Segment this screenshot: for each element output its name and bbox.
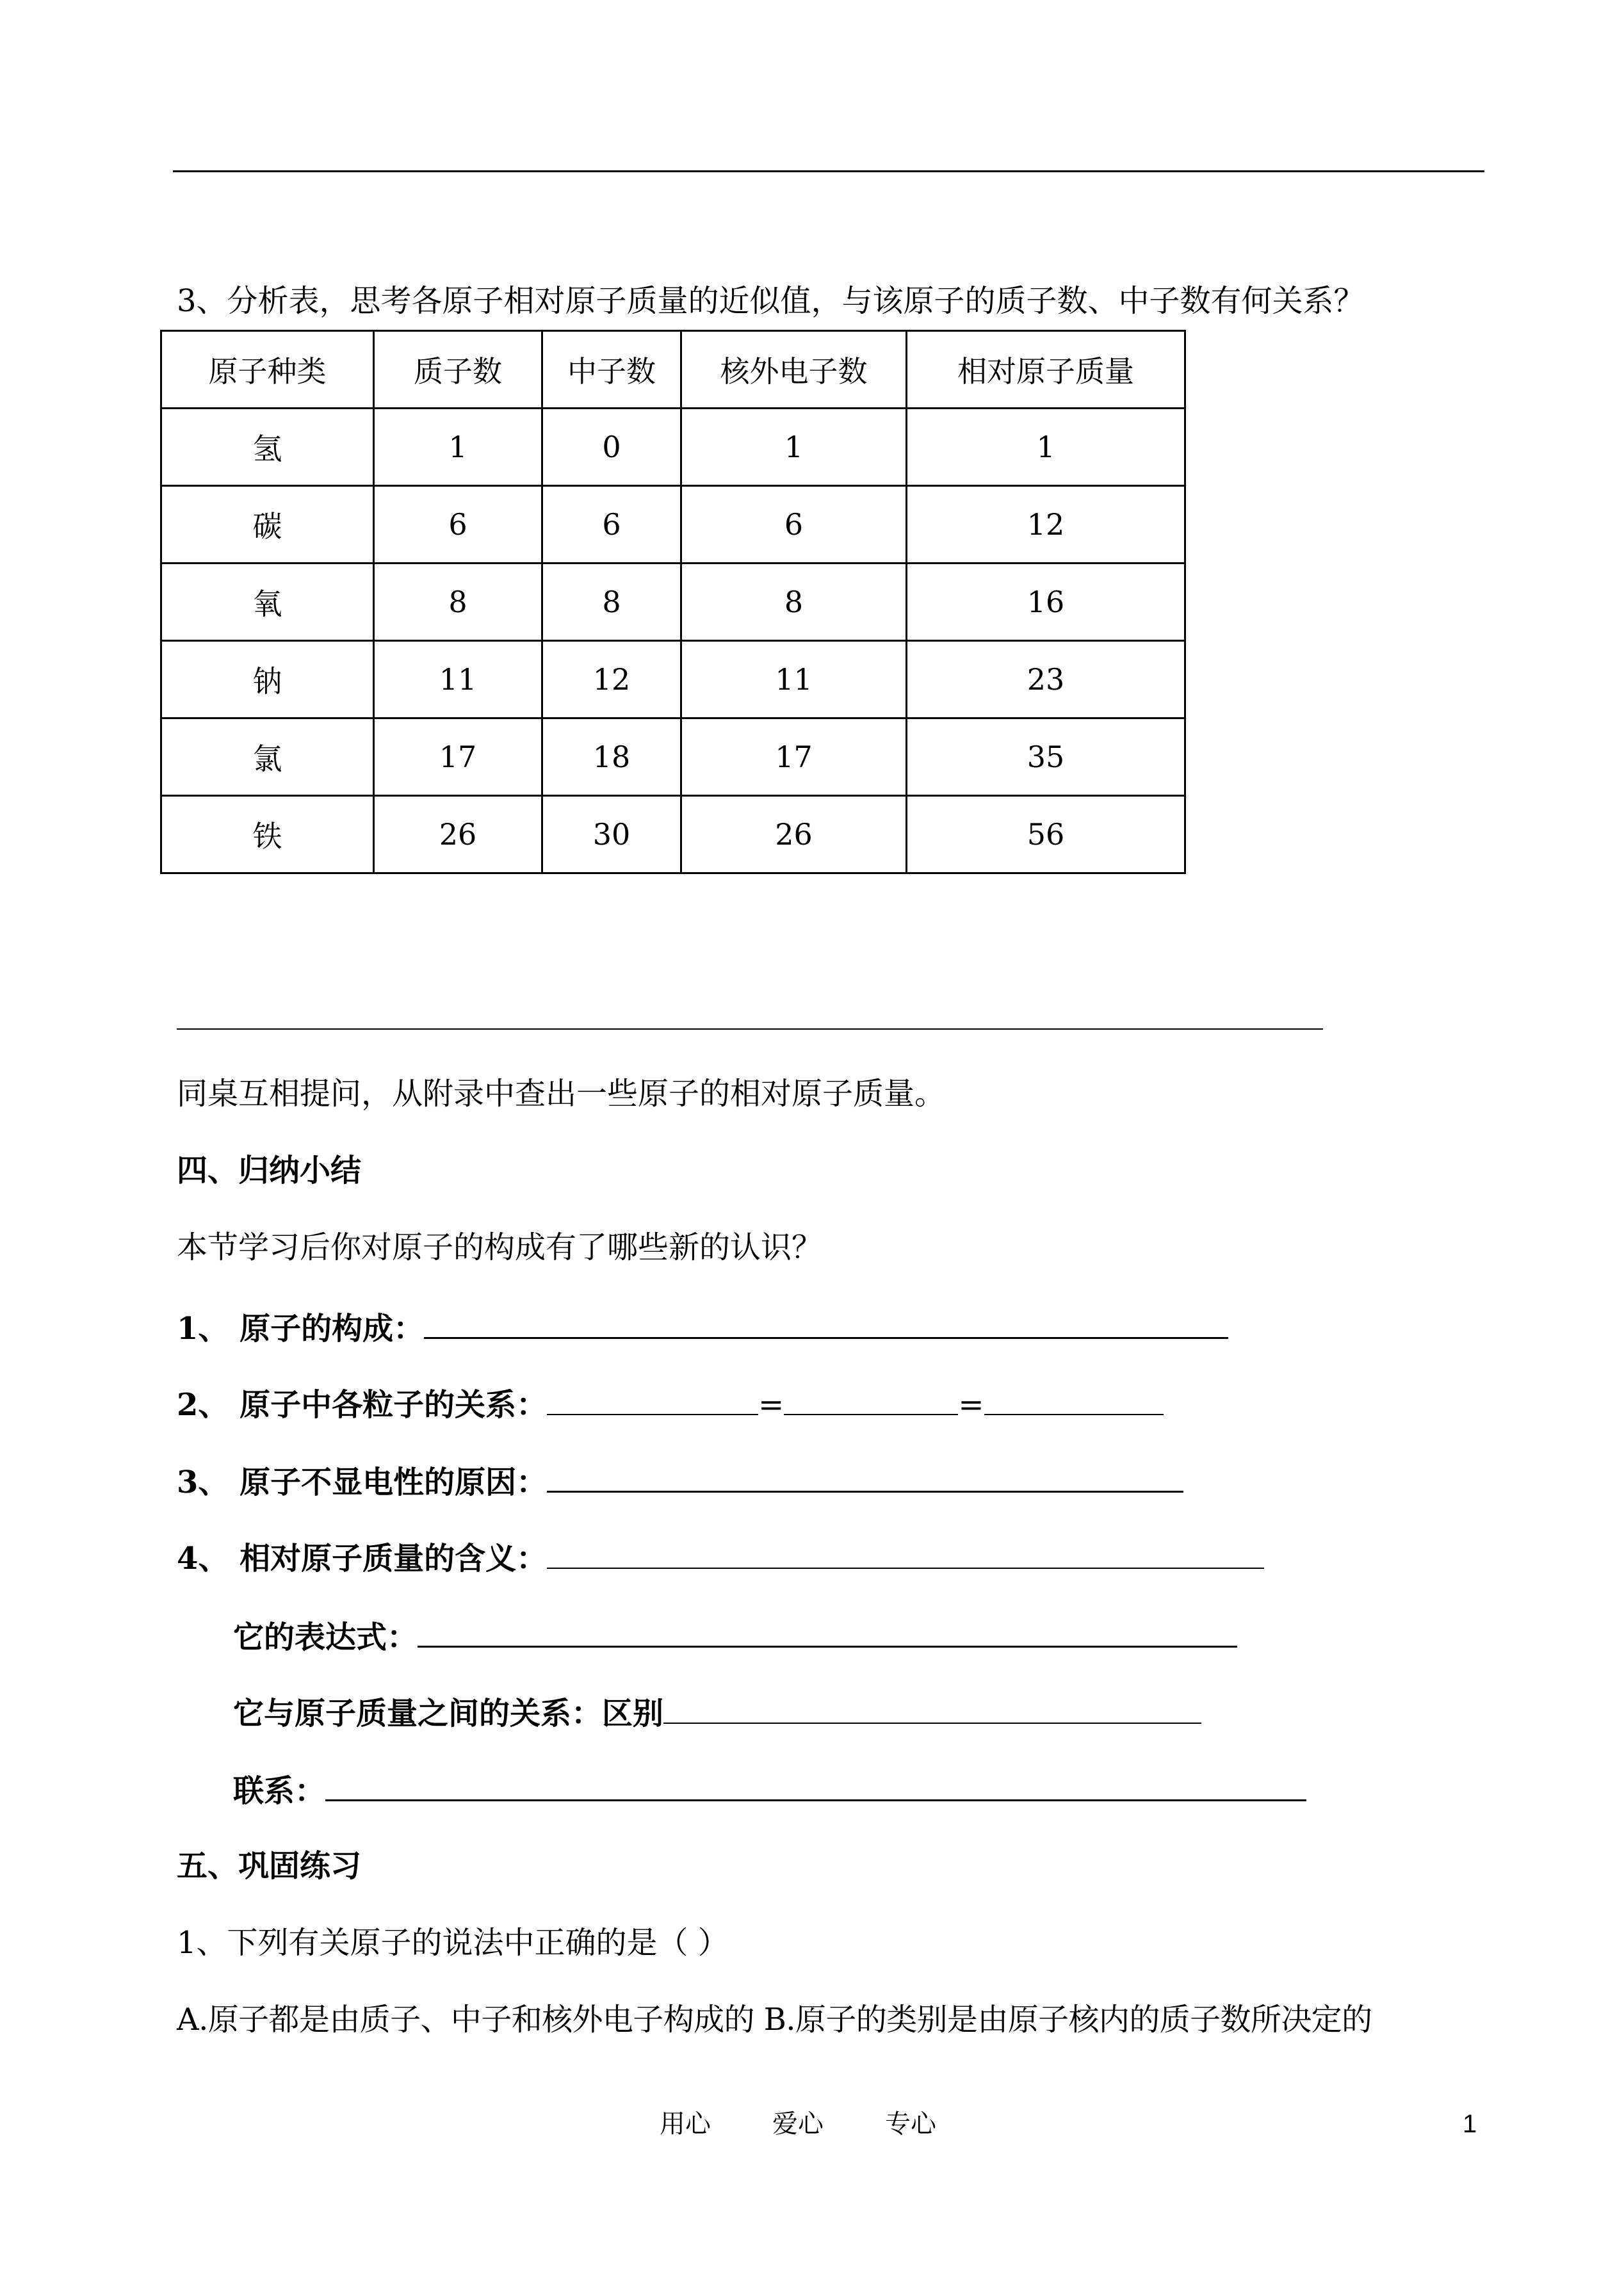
table-cell: 30	[542, 796, 681, 873]
equals-sign: =	[758, 1387, 784, 1423]
table-cell: 8	[374, 564, 542, 641]
exercise-1-options: A.原子都是由质子、中子和核外电子构成的 B.原子的类别是由原子核内的质子数所决定的	[177, 2002, 1372, 2038]
footer-motto-1: 用心	[660, 2109, 711, 2139]
table-cell: 6	[374, 486, 542, 564]
table-cell: 钠	[161, 641, 374, 718]
table-row	[161, 718, 1185, 796]
answer-blank[interactable]	[547, 1537, 1264, 1569]
table-header-cell: 中子数	[542, 331, 681, 409]
peer-question-line: 同桌互相提问，从附录中查出一些原子的相对原子质量。	[177, 1076, 946, 1112]
table-row	[161, 564, 1185, 641]
answer-blank[interactable]	[984, 1383, 1164, 1415]
table-cell: 氢	[161, 409, 374, 486]
table-cell: 23	[907, 641, 1185, 718]
summary-link	[233, 1769, 1306, 1810]
summary-item-3	[177, 1460, 1183, 1502]
answer-blank[interactable]	[547, 1460, 1183, 1493]
table-cell: 35	[907, 718, 1185, 796]
table-row	[161, 641, 1185, 718]
atom-table	[160, 330, 1186, 874]
table-cell: 12	[907, 486, 1185, 564]
table-cell: 18	[542, 718, 681, 796]
table-cell: 氧	[161, 564, 374, 641]
summary-expression	[233, 1615, 1237, 1657]
table-cell: 17	[374, 718, 542, 796]
summary-item-4	[177, 1537, 1264, 1578]
section-4-prompt: 本节学习后你对原子的构成有了哪些新的认识？	[177, 1229, 823, 1265]
summary-relation	[233, 1692, 1201, 1733]
summary-expression-label: 它的表达式：	[233, 1619, 418, 1655]
section-5-title: 五、巩固练习	[177, 1848, 362, 1884]
table-cell: 26	[374, 796, 542, 873]
table-header-cell: 质子数	[374, 331, 542, 409]
table-row	[161, 486, 1185, 564]
table-cell: 26	[681, 796, 907, 873]
answer-blank[interactable]	[424, 1306, 1228, 1339]
page-number: 1	[1463, 2110, 1477, 2138]
table-cell: 8	[542, 564, 681, 641]
summary-item-3-label: 3、 原子不显电性的原因：	[177, 1464, 548, 1500]
table-cell: 11	[374, 641, 542, 718]
table-cell: 0	[542, 409, 681, 486]
table-cell: 56	[907, 796, 1185, 873]
section-4-title: 四、归纳小结	[177, 1153, 362, 1188]
table-cell: 16	[907, 564, 1185, 641]
table-cell: 6	[681, 486, 907, 564]
footer-motto-2: 爱心	[772, 2109, 824, 2139]
answer-blank[interactable]	[418, 1615, 1237, 1648]
answer-blank[interactable]	[325, 1769, 1306, 1801]
table-cell: 1	[907, 409, 1185, 486]
table-cell: 11	[681, 641, 907, 718]
footer-motto-3: 专心	[885, 2109, 936, 2139]
answer-line	[177, 1028, 1323, 1030]
header-rule	[173, 170, 1484, 172]
summary-link-label: 联系：	[233, 1773, 326, 1809]
table-header-cell: 核外电子数	[681, 331, 907, 409]
table-cell: 12	[542, 641, 681, 718]
table-cell: 17	[681, 718, 907, 796]
table-cell: 8	[681, 564, 907, 641]
answer-blank[interactable]	[784, 1383, 958, 1415]
summary-item-1	[177, 1306, 1228, 1348]
table-header-cell: 相对原子质量	[907, 331, 1185, 409]
table-cell: 6	[542, 486, 681, 564]
summary-item-4-label: 4、 相对原子质量的含义：	[177, 1541, 548, 1577]
summary-item-1-label: 1、 原子的构成：	[177, 1311, 425, 1347]
table-header-cell: 原子种类	[161, 331, 374, 409]
summary-item-2	[177, 1383, 1164, 1424]
table-cell: 氯	[161, 718, 374, 796]
table-row	[161, 796, 1185, 873]
table-header-row	[161, 331, 1185, 409]
table-cell: 碳	[161, 486, 374, 564]
exercise-1: 1、下列有关原子的说法中正确的是（ ）	[177, 1925, 729, 1961]
question-3: 3、分析表，思考各原子相对原子质量的近似值，与该原子的质子数、中子数有何关系？	[177, 283, 1365, 319]
answer-blank[interactable]	[547, 1383, 758, 1415]
table-cell: 1	[681, 409, 907, 486]
summary-item-2-label: 2、 原子中各粒子的关系：	[177, 1387, 548, 1423]
table-row	[161, 409, 1185, 486]
equals-sign: =	[958, 1387, 984, 1423]
answer-blank[interactable]	[663, 1692, 1201, 1724]
summary-relation-label: 它与原子质量之间的关系：区别	[233, 1696, 664, 1731]
table-cell: 铁	[161, 796, 374, 873]
table-cell: 1	[374, 409, 542, 486]
